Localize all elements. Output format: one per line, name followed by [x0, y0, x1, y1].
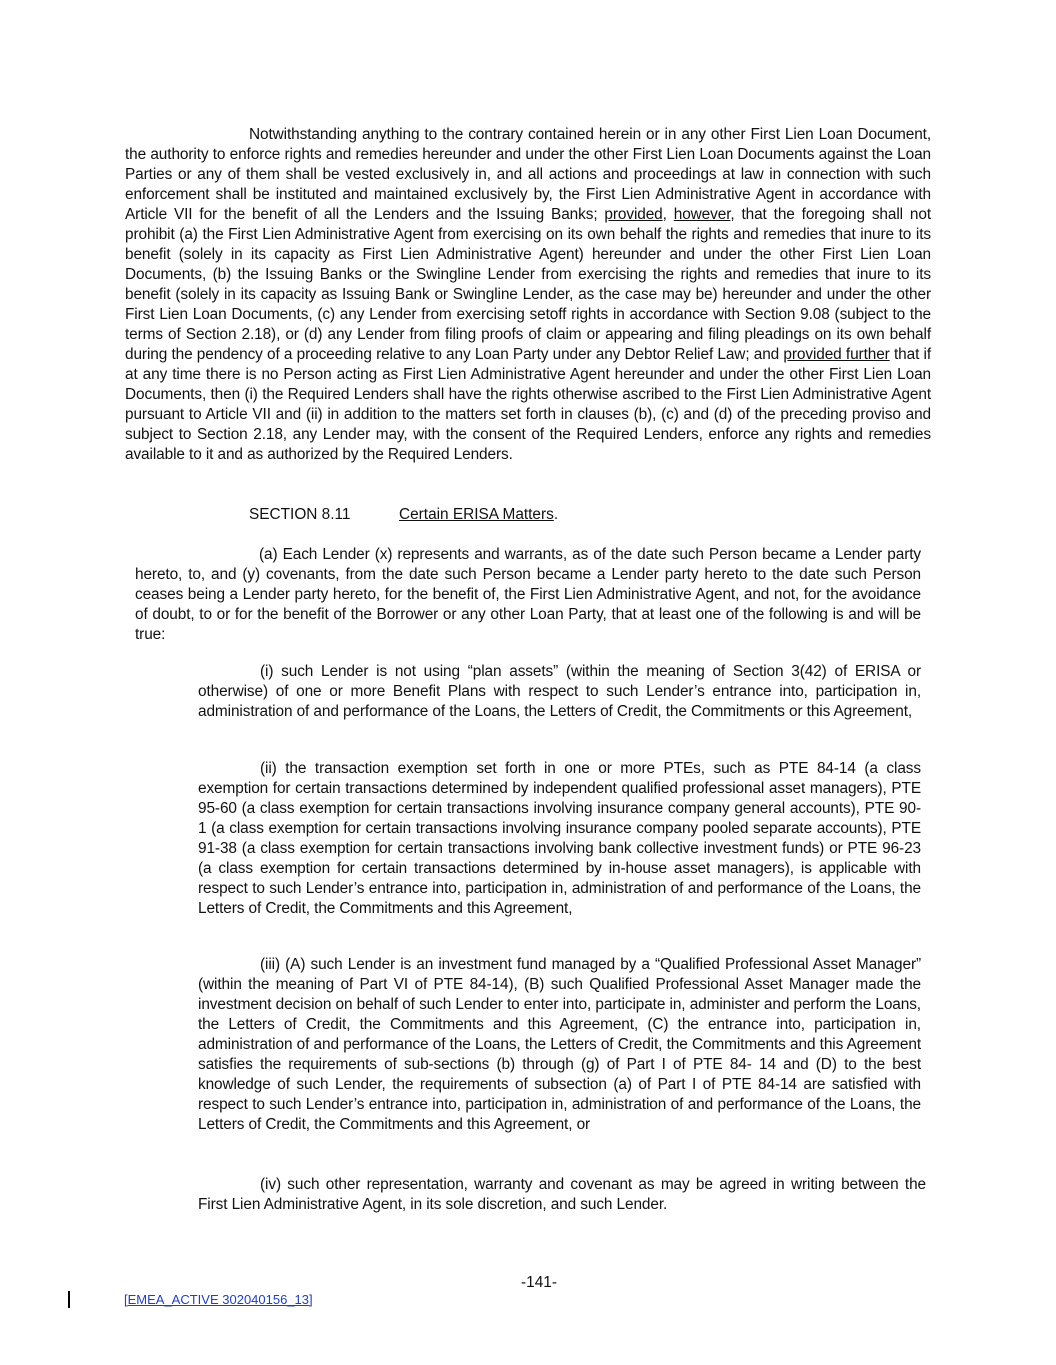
- provided-term: provided: [604, 206, 663, 223]
- clause-a: (a) Each Lender (x) represents and warrants, as of the date such Person became a Lender party hereto, to, and (y) covenants, from the date such Person became a Lender party hereto to the date such Person ceases being a Lender party hereto, for the benefit of, the First Lien Administrative Agent, and not, for the avoidance of doubt, to or for the benefit of the Borrower or any other Loan Party, that at least one of the following is and will be true:: [135, 546, 921, 643]
- main-paragraph-text-3: that if at any time there is no Person acting as First Lien Administrative Agent hereunder and under the other First Lien Loan Documents, then (i) the Required Lenders shall have the rights otherwise ascribed to the First Lien Administrative Agent pursuant to Article VII and (ii) in addition to the matters set forth in clauses (b), (c) and (d) of the preceding proviso and subject to Section 2.18, any Lender may, with the consent of the Required Lenders, enforce any rights and remedies available to it and as authorized by the Required Lenders.: [125, 346, 931, 463]
- however-term: however: [673, 206, 731, 223]
- clause-iv: (iv) such other representation, warranty and covenant as may be agreed in writing between the First Lien Administrative Agent, in its sole discretion, and such Lender.: [198, 1176, 926, 1213]
- clause-i: (i) such Lender is not using “plan assets” (within the meaning of Section 3(42) of ERISA or otherwise) of one or more Benefit Plans with respect to such Lender’s entrance into, participation in, administration of and performance of the Loans, the Letters of Credit, the Commitments or this Agreement,: [198, 663, 921, 720]
- document-reference: [EMEA_ACTIVE 302040156_13]: [124, 1292, 313, 1307]
- section-number: SECTION 8.11: [249, 506, 351, 523]
- page-number: -141-: [521, 1274, 557, 1291]
- provided-further-term: provided further: [783, 346, 890, 363]
- section-title: Certain ERISA Matters: [399, 506, 554, 523]
- clause-iii: (iii) (A) such Lender is an investment fund managed by a “Qualified Professional Asset Manager” (within the meaning of Part VI of PTE 84-14), (B) such Qualified Professional Asset Manager made the investment decision on behalf of such Lender to enter into, participate in, administer and perform the Loans, the Letters of Credit, the Commitments and this Agreement, (C) the entrance into, participation in, administration of and performance of the Loans, the Letters of Credit, the Commitments and this Agreement satisfies the requirements of sub-sections (b) through (g) of Part I of PTE 84- 14 and (D) to the best knowledge of such Lender, the requirements of subsection (a) of Part I of PTE 84-14 are satisfied with respect to such Lender’s entrance into, participation in, administration of and performance of the Loans, the Letters of Credit, the Commitments and this Agreement, or: [198, 956, 921, 1133]
- section-title-period: .: [553, 506, 559, 523]
- section-heading: [249, 505, 558, 525]
- main-paragraph: [125, 125, 931, 465]
- change-bar: [68, 1291, 70, 1308]
- main-paragraph-text-2: , that the foregoing shall not prohibit (a) the First Lien Administrative Agent from exercising on its own behalf the rights and remedies that inure to its benefit (solely in its capacity as First Lien Administrative Agent) hereunder and under the other First Lien Loan Documents, (b) the Issuing Banks or the Swingline Lender from exercising the rights and remedies that inure to its benefit (solely in its capacity as Issuing Bank or Swingline Lender, as the case may be) hereunder and under the other First Lien Loan Documents, (c) any Lender from exercising setoff rights in accordance with Section 9.08 (subject to the terms of Section 2.18), or (d) any Lender from filing proofs of claim or appearing and filing pleadings on its own behalf during the pendency of a proceeding relative to any Loan Party under any Debtor Relief Law; and: [125, 206, 931, 363]
- comma-text: ,: [662, 206, 674, 223]
- main-paragraph-text-1: Notwithstanding anything to the contrary contained herein or in any other First Lien Loan Document, the authority to enforce rights and remedies hereunder and under the other First Lien Loan Documents against the Loan Parties or any of them shall be vested exclusively in, and all actions and proceedings at law in connection with such enforcement shall be instituted and maintained exclusively by, the First Lien Administrative Agent in accordance with Article VII for the benefit of all the Lenders and the Issuing Banks;: [125, 126, 931, 223]
- clause-ii: (ii) the transaction exemption set forth in one or more PTEs, such as PTE 84-14 (a class exemption for certain transactions determined by independent qualified professional asset managers), PTE 95-60 (a class exemption for certain transactions involving insurance company general accounts), PTE 90-1 (a class exemption for certain transactions involving insurance company pooled separate accounts), PTE 91-38 (a class exemption for certain transactions involving bank collective investment funds) or PTE 96-23 (a class exemption for certain transactions determined by in-house asset managers), is applicable with respect to such Lender’s entrance into, participation in, administration of and performance of the Loans, the Letters of Credit, the Commitments and this Agreement,: [198, 760, 921, 917]
